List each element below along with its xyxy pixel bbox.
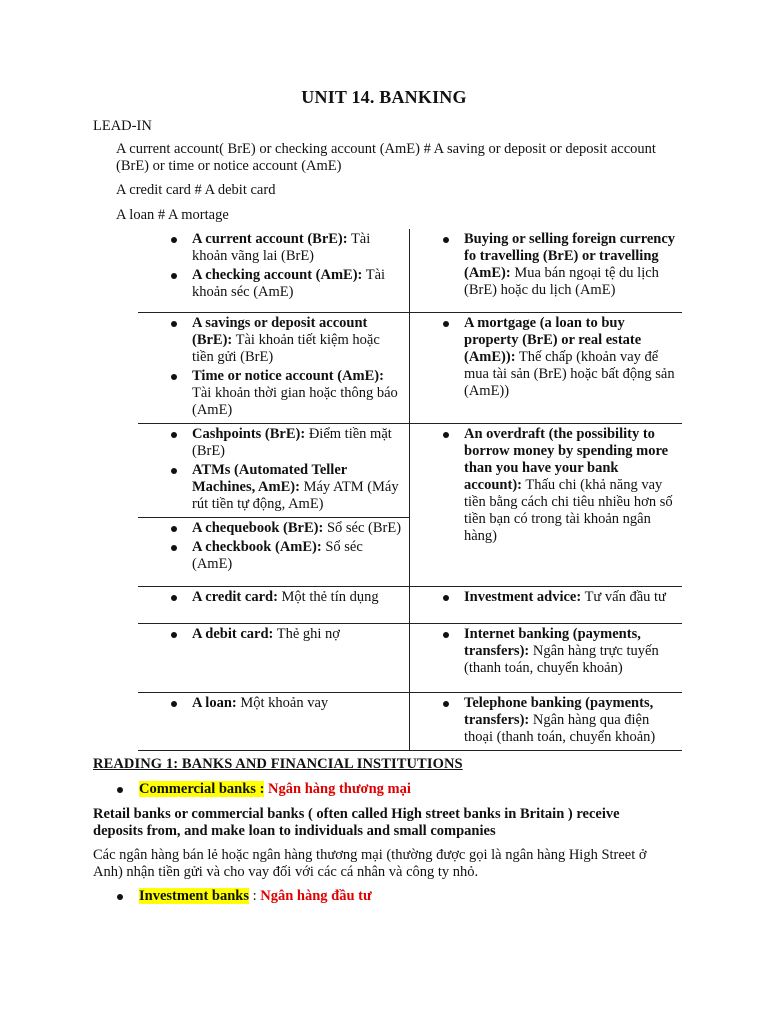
term-definition: Thế chấp (khoản vay để mua tài sản (BrE) hoặc bất động sản (AmE)) bbox=[464, 348, 675, 399]
table-cell-right bbox=[410, 423, 683, 586]
term-list bbox=[138, 589, 405, 606]
bullet-icon bbox=[443, 595, 449, 601]
retail-banks-vietnamese-paragraph: Các ngân hàng bán lẻ hoặc ngân hàng thương mại (thường được gọi là ngân hàng High Street ở Anh) nhận tiền gửi và cho vay đối với các cá nhân và công ty nhỏ. bbox=[93, 847, 647, 880]
term-label: A savings or deposit account (BrE): bbox=[192, 314, 368, 348]
bullet-icon bbox=[171, 595, 177, 601]
bullet-icon bbox=[171, 432, 177, 438]
term-label: Internet banking (payments, transfers): bbox=[464, 625, 641, 659]
bullet-icon bbox=[171, 701, 177, 707]
bullet-icon bbox=[443, 432, 449, 438]
table-cell-right bbox=[410, 692, 683, 750]
list-item bbox=[410, 695, 678, 746]
table-cell-left bbox=[138, 229, 410, 312]
term-definition: Sổ séc (BrE) bbox=[323, 519, 402, 536]
reading-heading: READING 1: BANKS AND FINANCIAL INSTITUTIONS bbox=[93, 756, 463, 772]
table-cell-left bbox=[138, 692, 410, 750]
list-item bbox=[138, 626, 405, 643]
term-definition: Sổ séc (AmE) bbox=[192, 538, 363, 572]
list-item bbox=[138, 231, 405, 265]
list-item bbox=[138, 462, 405, 513]
bullet-icon bbox=[443, 701, 449, 707]
list-item bbox=[410, 626, 678, 677]
bullet-icon bbox=[117, 787, 123, 793]
lead-in-line-2: A credit card # A debit card bbox=[116, 182, 276, 198]
bullet-icon bbox=[171, 632, 177, 638]
term-label: ATMs (Automated Teller Machines, AmE): bbox=[192, 461, 347, 495]
term-label: A mortgage (a loan to buy property (BrE) or real estate (AmE)): bbox=[464, 314, 642, 365]
term-label: A checkbook (AmE): bbox=[192, 538, 322, 555]
term-list bbox=[410, 695, 678, 746]
list-item bbox=[410, 589, 678, 606]
term-list bbox=[138, 426, 405, 513]
term-list bbox=[410, 231, 678, 299]
table-row bbox=[138, 312, 682, 423]
list-item bbox=[138, 267, 405, 301]
table-row bbox=[138, 423, 682, 517]
term-label: A credit card: bbox=[192, 588, 278, 605]
term-definition: Một khoản vay bbox=[236, 694, 329, 711]
retail-banks-paragraph: Retail banks or commercial banks ( often called High street banks in Britain ) receive deposits from, and make loan to individuals and small companies bbox=[93, 806, 620, 839]
list-item bbox=[410, 315, 678, 400]
page-title: UNIT 14. BANKING bbox=[301, 87, 467, 107]
bullet-icon bbox=[171, 545, 177, 551]
investment-banks-separator: : bbox=[248, 888, 261, 904]
term-label: A chequebook (BrE): bbox=[192, 519, 324, 536]
commercial-banks-label: Commercial banks : bbox=[139, 781, 265, 797]
term-label: A current account (BrE): bbox=[192, 231, 348, 247]
term-label: A debit card: bbox=[192, 625, 274, 642]
table-row bbox=[138, 692, 682, 750]
term-definition: Tài khoản vãng lai (BrE) bbox=[192, 231, 371, 264]
table-cell-right bbox=[410, 586, 683, 623]
term-definition: Tư vấn đầu tư bbox=[581, 588, 666, 605]
term-list bbox=[410, 426, 678, 545]
bullet-icon bbox=[171, 321, 177, 327]
term-list bbox=[410, 315, 678, 400]
bullet-icon bbox=[117, 894, 123, 900]
term-definition: Máy ATM (Máy rút tiền tự động, AmE) bbox=[192, 478, 399, 512]
term-label: Cashpoints (BrE): bbox=[192, 425, 306, 442]
investment-banks-label: Investment banks bbox=[139, 888, 249, 904]
commercial-banks-translation: Ngân hàng thương mại bbox=[268, 781, 411, 797]
term-label: Buying or selling foreign currency fo travelling (BrE) or travelling (AmE): bbox=[464, 231, 676, 281]
commercial-banks-item bbox=[93, 781, 493, 799]
term-label: Time or notice account (AmE): bbox=[192, 367, 384, 384]
vocabulary-table-body bbox=[138, 229, 682, 750]
term-list bbox=[138, 626, 405, 643]
table-cell-left bbox=[138, 517, 410, 586]
term-label: A checking account (AmE): bbox=[192, 267, 363, 283]
bullet-icon bbox=[443, 321, 449, 327]
lead-in-label: LEAD-IN bbox=[93, 118, 152, 134]
term-definition: Điểm tiền mặt (BrE) bbox=[192, 425, 392, 459]
bullet-icon bbox=[171, 374, 177, 380]
list-item bbox=[138, 426, 405, 460]
table-cell-right bbox=[410, 623, 683, 692]
term-definition: Thẻ ghi nợ bbox=[273, 625, 340, 642]
term-list bbox=[138, 315, 405, 419]
lead-in-line-1: A current account( BrE) or checking account (AmE) # A saving or deposit or deposit account (BrE) or time or notice account (AmE) bbox=[116, 141, 656, 174]
bullet-icon bbox=[171, 273, 177, 279]
lead-in-line-3: A loan # A mortage bbox=[116, 207, 229, 223]
table-cell-left bbox=[138, 423, 410, 517]
investment-banks-item bbox=[93, 888, 493, 906]
list-item bbox=[410, 426, 678, 545]
term-list bbox=[138, 695, 405, 712]
table-row bbox=[138, 229, 682, 312]
table-row bbox=[138, 623, 682, 692]
term-definition: Tài khoản séc (AmE) bbox=[192, 267, 386, 300]
term-label: A loan: bbox=[192, 694, 237, 711]
term-definition: Tài khoản tiết kiệm hoặc tiền gửi (BrE) bbox=[192, 331, 380, 365]
term-label: Investment advice: bbox=[464, 588, 582, 605]
investment-banks-translation: Ngân hàng đầu tư bbox=[260, 888, 372, 904]
term-definition: Một thẻ tín dụng bbox=[277, 588, 379, 605]
bullet-icon bbox=[171, 468, 177, 474]
table-cell-left bbox=[138, 586, 410, 623]
term-list bbox=[410, 626, 678, 677]
term-label: Telephone banking (payments, transfers): bbox=[464, 694, 654, 728]
term-definition: Mua bán ngoại tệ du lịch (BrE) hoặc du lịch (AmE) bbox=[464, 265, 659, 298]
table-cell-left bbox=[138, 312, 410, 423]
term-definition: Ngân hàng trực tuyến (thanh toán, chuyển khoản) bbox=[464, 642, 659, 676]
term-list bbox=[138, 231, 405, 301]
investment-banks-content bbox=[139, 888, 372, 905]
bullet-icon bbox=[443, 237, 449, 243]
list-item bbox=[410, 231, 678, 299]
term-list bbox=[410, 589, 678, 606]
list-item bbox=[138, 539, 405, 573]
term-label: An overdraft (the possibility to borrow money by spending more than you have your bank account): bbox=[464, 425, 669, 493]
table-cell-right bbox=[410, 312, 683, 423]
table-cell-left bbox=[138, 623, 410, 692]
table-row bbox=[138, 586, 682, 623]
term-definition: Ngân hàng qua điện thoại (thanh toán, chuyển khoản) bbox=[464, 711, 656, 745]
term-definition: Tài khoản thời gian hoặc thông báo (AmE) bbox=[192, 384, 398, 418]
list-item bbox=[138, 520, 405, 537]
bullet-icon bbox=[171, 526, 177, 532]
term-list bbox=[138, 520, 405, 573]
bullet-icon bbox=[171, 237, 177, 243]
term-definition: Thấu chi (khả năng vay tiền bằng cách chi tiêu nhiều hơn số tiền bạn có trong tài khoản ngân hàng) bbox=[464, 476, 673, 544]
commercial-banks-content bbox=[139, 781, 411, 798]
list-item bbox=[138, 368, 405, 419]
vocabulary-table bbox=[138, 229, 682, 751]
list-item bbox=[138, 695, 405, 712]
list-item bbox=[138, 589, 405, 606]
list-item bbox=[138, 315, 405, 366]
table-cell-right bbox=[410, 229, 683, 312]
bullet-icon bbox=[443, 632, 449, 638]
